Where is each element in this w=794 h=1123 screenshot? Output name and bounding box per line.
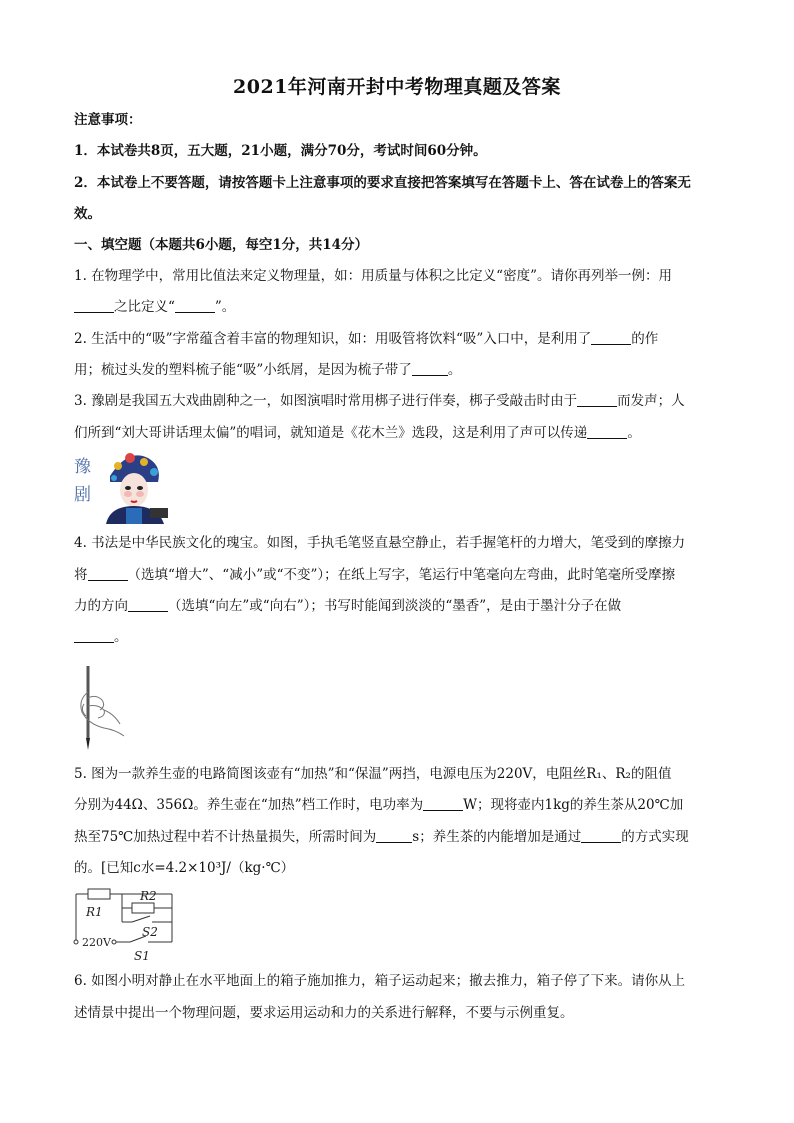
q4-line1: 4. 书法是中华民族文化的瑰宝。如图，手执毛笔竖直悬空静止，若手握笔杆的力增大，笔受到的摩擦力 xyxy=(74,535,686,551)
notice-heading: 注意事项： xyxy=(74,112,142,128)
q6-line1: 6. 如图小明对静止在水平地面上的箱子施加推力，箱子运动起来；撤去推力，箱子停了下来。请你从上 xyxy=(74,973,686,989)
notice-item-2-line1: 2．本试卷上不要答题，请按答题卡上注意事项的要求直接把答案填写在答题卡上、答在试卷上的答案无 xyxy=(74,175,691,191)
q2-line2: 用；梳过头发的塑料梳子能“吸”小纸屑，是因为梳子带了 。 xyxy=(74,362,462,378)
answer-blank[interactable] xyxy=(376,828,412,843)
q4-line2: 将 （选填“增大”、“减小”或“不变”）；在纸上写字，笔运行中笔毫向左弯曲，此时笔毫所受摩擦 xyxy=(74,567,676,583)
section-heading: 一、填空题（本题共6小题，每空1分，共14分） xyxy=(74,237,369,253)
q5-line2: 分别为44Ω、356Ω。养生壶在“加热”档工作时，电功率为 W；现将壶内1kg的养生茶从20℃加 xyxy=(74,797,684,813)
figure-label-ju: 剧 xyxy=(74,485,91,505)
answer-blank[interactable] xyxy=(74,628,114,643)
answer-blank[interactable] xyxy=(581,828,621,843)
q5-line3: 热至75℃加热过程中若不计热量损失，所需时间为 s；养生茶的内能增加是通过 的方式实现 xyxy=(74,829,689,845)
page-title: 2021年河南开封中考物理真题及答案 xyxy=(233,76,561,98)
notice-item-1: 1．本试卷共8页，五大题，21小题，满分70分，考试时间60分钟。 xyxy=(74,143,487,159)
circuit-diagram xyxy=(70,884,182,964)
answer-blank[interactable] xyxy=(423,796,463,811)
figure-label-yu: 豫 xyxy=(74,457,91,477)
label-s1: S1 xyxy=(134,949,150,963)
q4-line4: 。 xyxy=(74,627,724,647)
notice-item-2-line2: 效。 xyxy=(74,206,101,222)
q5-line4: 的。[已知c水=4.2×10³J/（kg·℃） xyxy=(74,860,295,876)
q4-line3: 力的方向 （选填“向左”或“向右”）；书写时能闻到淡淡的“墨香”，是由于墨汁分子在做 xyxy=(74,598,622,614)
answer-blank[interactable] xyxy=(412,361,448,376)
opera-figure xyxy=(70,448,170,524)
brush-figure xyxy=(74,664,134,752)
q2-line1: 2. 生活中的“吸”字常蕴含着丰富的物理知识，如：用吸管将饮料“吸”入口中，是利用了 的作 xyxy=(74,331,659,347)
label-r2: R2 xyxy=(140,889,157,903)
answer-blank[interactable] xyxy=(577,392,617,407)
label-voltage: 220V xyxy=(82,936,111,949)
answer-blank[interactable] xyxy=(74,298,114,313)
q6-line2: 述情景中提出一个物理问题，要求运用运动和力的关系进行解释，不要与示例重复。 xyxy=(74,1005,574,1021)
q1-line1: 1. 在物理学中，常用比值法来定义物理量，如：用质量与体积之比定义“密度”。请你再列举一例：用 xyxy=(74,268,672,284)
answer-blank[interactable] xyxy=(587,424,627,439)
label-r1: R1 xyxy=(86,905,103,919)
resistor-r1 xyxy=(88,889,110,899)
q3-line1: 3. 豫剧是我国五大戏曲剧种之一，如图演唱时常用梆子进行伴奏，梆子受敲击时由于 而发声；人 xyxy=(74,393,685,409)
answer-blank[interactable] xyxy=(175,298,215,313)
answer-blank[interactable] xyxy=(128,597,168,612)
q3-line2: 们所到“刘大哥讲话理太偏”的唱词，就知道是《花木兰》选段，这是利用了声可以传递 。 xyxy=(74,425,641,441)
q5-line1: 5. 图为一款养生壶的电路简图该壶有“加热”和“保温”两挡，电源电压为220V，电阻丝R₁、R₂的阻值 xyxy=(74,766,672,782)
answer-blank[interactable] xyxy=(591,330,631,345)
label-s2: S2 xyxy=(142,925,158,939)
q1-line2: 之比定义“ ”。 xyxy=(74,297,724,317)
answer-blank[interactable] xyxy=(88,566,128,581)
resistor-r2 xyxy=(132,903,154,913)
